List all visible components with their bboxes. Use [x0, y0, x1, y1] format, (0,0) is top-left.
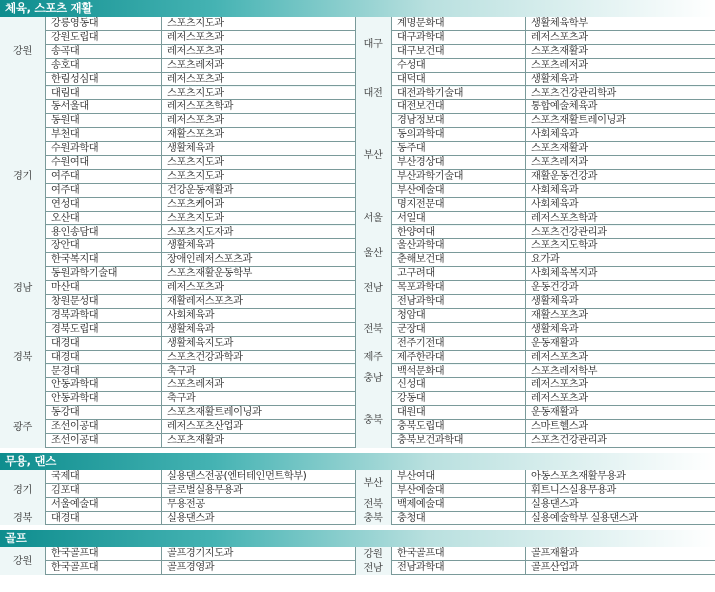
department-name: 레저스포츠과: [525, 31, 715, 45]
column-divider: [161, 17, 162, 448]
school-name: 조선이공대: [45, 434, 161, 448]
school-name: 고구려대: [391, 267, 525, 281]
school-name: 한국골프대: [45, 561, 161, 575]
department-name: 골프경영과: [161, 561, 355, 575]
department-name: 장애인레저스포츠과: [161, 253, 355, 267]
department-name: 실용댄스과: [525, 498, 715, 512]
school-name: 동원과학기술대: [45, 267, 161, 281]
column-divider: [525, 547, 526, 575]
department-name: 운동건강과: [525, 281, 715, 295]
region-label: 부산: [355, 470, 391, 498]
column-divider: [355, 17, 356, 448]
school-name: 연성대: [45, 198, 161, 212]
region-label: 강원: [0, 17, 45, 87]
region-label: 울산: [355, 239, 391, 267]
region-label: 서울: [355, 198, 391, 240]
school-name: 대경대: [45, 337, 161, 351]
department-name: 스포츠재활운동학부: [161, 267, 355, 281]
school-name: 장안대: [45, 239, 161, 253]
column-divider: [355, 547, 356, 575]
school-name: 김포대: [45, 484, 161, 498]
region-label: 강원: [0, 547, 45, 575]
department-name: 사회체육과: [525, 128, 715, 142]
department-name: 스포츠지도과: [161, 170, 355, 184]
section-table: [0, 470, 715, 526]
department-name: 재활운동건강과: [525, 170, 715, 184]
department-name: 사회체육과: [525, 198, 715, 212]
school-name: 한국골프대: [391, 547, 525, 561]
region-label: 대구: [355, 17, 391, 73]
department-name: 생활체육과: [525, 295, 715, 309]
department-name: 레저스포츠과: [161, 45, 355, 59]
column-divider: [45, 17, 46, 448]
department-name: 스포츠케어과: [161, 198, 355, 212]
region-label: 충북: [355, 392, 391, 448]
department-name: 스포츠재활과: [525, 142, 715, 156]
department-name: 스포츠건강관리과: [525, 434, 715, 448]
school-name: 부산여대: [391, 470, 525, 484]
region-label: 대전: [355, 73, 391, 115]
school-name: 계명문화대: [391, 17, 525, 31]
school-name: 대림대: [45, 87, 161, 101]
school-name: 대구보건대: [391, 45, 525, 59]
school-name: 조선이공대: [45, 420, 161, 434]
school-name: 군장대: [391, 323, 525, 337]
region-label: 전남: [355, 267, 391, 309]
department-name: 건강운동재활과: [161, 184, 355, 198]
department-name: 스포츠레저과: [525, 59, 715, 73]
department-name: 실용댄스과: [161, 512, 355, 526]
school-name: 춘해보건대: [391, 253, 525, 267]
section-header: [0, 453, 715, 470]
school-name: 국제대: [45, 470, 161, 484]
school-name: 대원대: [391, 406, 525, 420]
department-name: 골프산업과: [525, 561, 715, 575]
school-name: 한양여대: [391, 226, 525, 240]
school-name: 여주대: [45, 170, 161, 184]
department-name: 생활체육과: [161, 323, 355, 337]
department-name: 축구과: [161, 392, 355, 406]
section-title: 골프: [5, 531, 27, 546]
school-name: 부천대: [45, 128, 161, 142]
school-name: 강릉영동대: [45, 17, 161, 31]
region-label: 광주: [0, 406, 45, 448]
department-name: 스포츠레저학부: [525, 365, 715, 379]
school-name: 전남과학대: [391, 561, 525, 575]
school-name: 충북도립대: [391, 420, 525, 434]
department-name: 운동재활과: [525, 406, 715, 420]
department-name: 스포츠재활과: [161, 434, 355, 448]
school-name: 부산과학기술대: [391, 170, 525, 184]
school-name: 부산예술대: [391, 184, 525, 198]
department-name: 생활체육학부: [525, 17, 715, 31]
school-name: 백석문화대: [391, 365, 525, 379]
section-table: [0, 17, 715, 448]
department-name: 스포츠재활트레이닝과: [525, 114, 715, 128]
department-name: 스포츠재활과: [525, 45, 715, 59]
column-divider: [525, 17, 526, 448]
region-label: 경북: [0, 512, 45, 526]
column-divider: [161, 547, 162, 575]
school-name: 목포과학대: [391, 281, 525, 295]
department-name: 스포츠재활트레이닝과: [161, 406, 355, 420]
school-name: 안동과학대: [45, 392, 161, 406]
school-name: 동주대: [391, 142, 525, 156]
region-label: 충북: [355, 512, 391, 526]
column-divider: [525, 470, 526, 526]
column-divider: [45, 547, 46, 575]
department-name: 레저스포츠학과: [161, 100, 355, 114]
department-name: 레저스포츠과: [161, 31, 355, 45]
region-label: 부산: [355, 114, 391, 197]
school-name: 용인송담대: [45, 226, 161, 240]
region-label: 경기: [0, 470, 45, 512]
department-name: 레저스포츠과: [161, 281, 355, 295]
school-name: 전남과학대: [391, 295, 525, 309]
department-name: 사회체육복지과: [525, 267, 715, 281]
column-divider: [45, 470, 46, 526]
school-name: 강동대: [391, 392, 525, 406]
department-name: 스포츠지도과: [161, 212, 355, 226]
section-header: [0, 0, 715, 17]
department-name: 휘트니스실용무용과: [525, 484, 715, 498]
department-name: 스포츠건강과학과: [161, 351, 355, 365]
school-name: 대경대: [45, 512, 161, 526]
department-name: 사회체육과: [525, 184, 715, 198]
section-title: 무용, 댄스: [5, 453, 57, 468]
department-name: 실용댄스전공(엔터테인먼트학부): [161, 470, 355, 484]
school-name: 청암대: [391, 309, 525, 323]
school-name: 대전보건대: [391, 100, 525, 114]
school-name: 서울예술대: [45, 498, 161, 512]
school-name: 송호대: [45, 59, 161, 73]
school-name: 마산대: [45, 281, 161, 295]
department-name: 재활스포츠과: [525, 309, 715, 323]
school-name: 서일대: [391, 212, 525, 226]
school-name: 수성대: [391, 59, 525, 73]
department-name: 레저스포츠과: [525, 378, 715, 392]
school-name: 문경대: [45, 365, 161, 379]
region-label: 경북: [0, 309, 45, 406]
school-name: 안동과학대: [45, 378, 161, 392]
school-name: 부산예술대: [391, 484, 525, 498]
school-name: 강원도립대: [45, 31, 161, 45]
department-name: 스포츠지도학과: [525, 239, 715, 253]
school-name: 대덕대: [391, 73, 525, 87]
department-name: 생활체육과: [525, 73, 715, 87]
school-name: 한국복지대: [45, 253, 161, 267]
department-name: 스포츠지도과: [161, 156, 355, 170]
department-name: 생활체육과: [525, 323, 715, 337]
region-label: 경남: [0, 267, 45, 309]
department-name: 실용예술학부 실용댄스과: [525, 512, 715, 526]
school-name: 전주기전대: [391, 337, 525, 351]
school-name: 경북과학대: [45, 309, 161, 323]
school-name: 경남정보대: [391, 114, 525, 128]
department-name: 스마트헬스과: [525, 420, 715, 434]
department-name: 레저스포츠과: [161, 114, 355, 128]
region-label: 충남: [355, 365, 391, 393]
section-table: [0, 547, 715, 575]
department-name: 무용전공: [161, 498, 355, 512]
department-name: 레저스포츠과: [525, 392, 715, 406]
school-name: 한림성심대: [45, 73, 161, 87]
department-name: 레저스포츠산업과: [161, 420, 355, 434]
department-name: 글로벌실용무용과: [161, 484, 355, 498]
column-divider: [391, 470, 392, 526]
school-name: 울산과학대: [391, 239, 525, 253]
department-name: 스포츠레저과: [161, 59, 355, 73]
department-name: 레저스포츠과: [525, 351, 715, 365]
department-name: 골프재활과: [525, 547, 715, 561]
school-name: 한국골프대: [45, 547, 161, 561]
region-label: 전남: [355, 561, 391, 575]
region-label: 전북: [355, 498, 391, 512]
department-name: 생활체육과: [161, 239, 355, 253]
department-name: 생활체육과: [161, 142, 355, 156]
school-name: 수원여대: [45, 156, 161, 170]
school-name: 수원과학대: [45, 142, 161, 156]
region-label: 경기: [0, 87, 45, 268]
school-name: 동의과학대: [391, 128, 525, 142]
department-name: 통합예술체육과: [525, 100, 715, 114]
department-name: 스포츠건강관리과: [525, 226, 715, 240]
school-name: 충북보건과학대: [391, 434, 525, 448]
department-name: 사회체육과: [161, 309, 355, 323]
region-label: 강원: [355, 547, 391, 561]
school-name: 창원문성대: [45, 295, 161, 309]
department-name: 레저스포츠학과: [525, 212, 715, 226]
department-name: 아동스포츠재활무용과: [525, 470, 715, 484]
department-name: 스포츠건강관리학과: [525, 87, 715, 101]
school-name: 부산경상대: [391, 156, 525, 170]
column-divider: [391, 17, 392, 448]
school-name: 대경대: [45, 351, 161, 365]
department-name: 요가과: [525, 253, 715, 267]
column-divider: [355, 470, 356, 526]
section-title: 체육, 스포츠 재활: [5, 1, 93, 15]
region-label: 전북: [355, 309, 391, 351]
department-name: 재활스포츠과: [161, 128, 355, 142]
column-divider: [161, 470, 162, 526]
school-name: 명지전문대: [391, 198, 525, 212]
department-name: 골프경기지도과: [161, 547, 355, 561]
department-name: 운동재활과: [525, 337, 715, 351]
school-name: 대구과학대: [391, 31, 525, 45]
school-name: 경북도립대: [45, 323, 161, 337]
school-name: 신성대: [391, 378, 525, 392]
department-name: 스포츠지도과: [161, 87, 355, 101]
region-label: 제주: [355, 351, 391, 365]
school-name: 백제예술대: [391, 498, 525, 512]
school-name: 동서울대: [45, 100, 161, 114]
department-name: 스포츠레저과: [161, 378, 355, 392]
department-name: 축구과: [161, 365, 355, 379]
school-name: 제주한라대: [391, 351, 525, 365]
department-name: 스포츠지도과: [161, 17, 355, 31]
school-name: 송곡대: [45, 45, 161, 59]
department-name: 재활레저스포츠과: [161, 295, 355, 309]
school-name: 오산대: [45, 212, 161, 226]
school-name: 동원대: [45, 114, 161, 128]
school-name: 여주대: [45, 184, 161, 198]
column-divider: [391, 547, 392, 575]
department-name: 스포츠지도자과: [161, 226, 355, 240]
department-name: 스포츠레저과: [525, 156, 715, 170]
school-name: 대전과학기술대: [391, 87, 525, 101]
section-header: [0, 530, 715, 547]
department-name: 레저스포츠과: [161, 73, 355, 87]
school-name: 동강대: [45, 406, 161, 420]
school-name: 충청대: [391, 512, 525, 526]
department-name: 생활체육지도과: [161, 337, 355, 351]
